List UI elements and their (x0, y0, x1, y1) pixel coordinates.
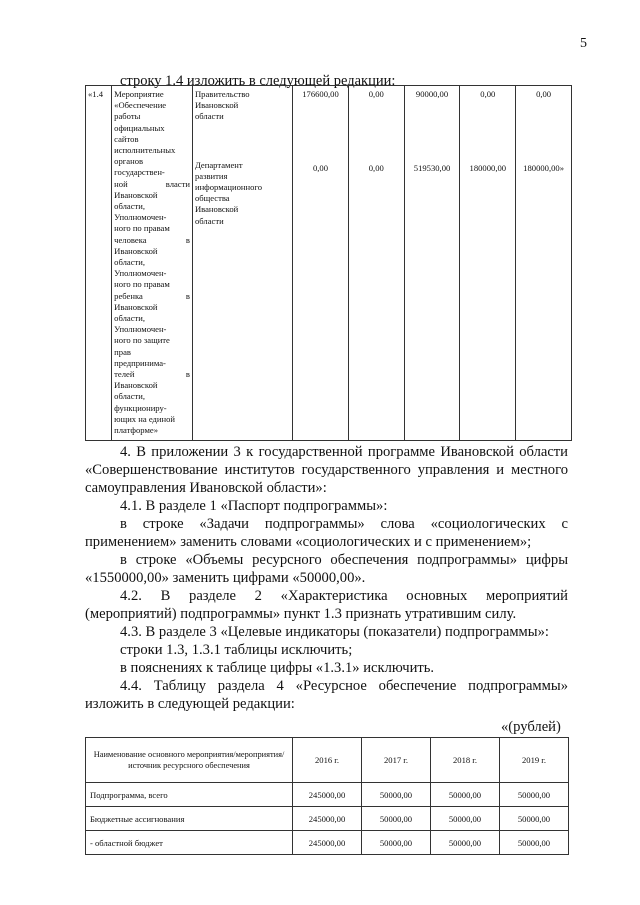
executor-text-line: развития (194, 170, 228, 181)
row-value: 245000,00 (293, 831, 362, 855)
measure-text-line: области, (114, 391, 146, 402)
row-value: 50000,00 (362, 831, 431, 855)
row-value: 50000,00 (500, 807, 569, 831)
executor-text-line: Ивановской (194, 204, 239, 215)
row-number-cell: «1.4 (86, 86, 112, 441)
measure-text-line: области, (114, 257, 146, 268)
paragraph-4-1: 4.1. В разделе 1 «Паспорт подпрограммы»: (120, 498, 388, 514)
measure-text-line: «Обеспечение (114, 100, 167, 111)
header-year-2016: 2016 г. (293, 738, 362, 783)
measure-text-line: сайтов (114, 133, 139, 144)
header-year-2017: 2017 г. (362, 738, 431, 783)
table-row (86, 783, 569, 807)
executor-text-line: Ивановской (194, 100, 239, 111)
row-value: 50000,00 (362, 807, 431, 831)
executor-cell (192, 86, 292, 441)
row-value: 245000,00 (293, 783, 362, 807)
values-col-4: 0,00 180000,00 (460, 86, 516, 441)
measure-text-line: Уполномочен- (114, 268, 167, 279)
paragraph-notes-exclude: в пояснениях к таблице цифры «1.3.1» исключить. (120, 660, 435, 676)
values-col-1: 176600,00 0,00 (293, 86, 349, 441)
measure-text-line: работы (114, 111, 141, 122)
intro-line: строку 1.4 изложить в следующей редакции: (120, 73, 396, 89)
measure-text-line: Ивановской (114, 301, 158, 312)
row-name: Бюджетные ассигнования (86, 807, 293, 831)
measure-text-line: Уполномочен- (114, 212, 167, 223)
measure-text-line: Ивановской (114, 189, 158, 200)
measure-text-line: официальных (114, 122, 165, 133)
row-value: 50000,00 (431, 783, 500, 807)
header-year-2019: 2019 г. (500, 738, 569, 783)
executor-text-line: общества (194, 193, 230, 204)
page-number: 5 (580, 36, 587, 51)
measure-text-line: ного по защите (114, 335, 170, 346)
executor-text-line: области (194, 111, 224, 122)
row-name: - областной бюджет (86, 831, 293, 855)
paragraph-rows-exclude: строки 1.3, 1.3.1 таблицы исключить; (120, 642, 353, 658)
measure-text-line: телей в (114, 369, 190, 380)
paragraph-4-3: 4.3. В разделе 3 «Целевые индикаторы (показатели) подпрограммы»: (120, 624, 549, 640)
paragraph-tasks: в строке «Задачи подпрограммы» слова «социологических с применением» заменить словами «социологических и с применением»; (85, 516, 568, 550)
values-col-2: 0,00 0,00 (348, 86, 404, 441)
paragraph-4-2: 4.2. В разделе 2 «Характеристика основных мероприятий (мероприятий) подпрограммы» пункт 1.3 признать утратившим силу. (85, 588, 568, 622)
program-table-row-1-4 (85, 85, 572, 441)
measure-text-line: органов (114, 156, 144, 167)
header-year-2018: 2018 г. (431, 738, 500, 783)
measure-text-line: Ивановской (114, 380, 158, 391)
measure-text-line: Мероприятие (114, 89, 164, 99)
measure-cell (112, 86, 193, 441)
measure-text-line: исполнительных (114, 145, 176, 156)
executor-text-line: Департамент (194, 159, 243, 170)
measure-text-line: прав (114, 346, 131, 357)
row-value: 50000,00 (500, 783, 569, 807)
row-value: 50000,00 (500, 831, 569, 855)
executor-text-line: информационного (194, 182, 262, 193)
resource-table (85, 737, 569, 855)
executor-text-line: области (194, 215, 224, 226)
row-value: 50000,00 (431, 831, 500, 855)
measure-text-line: ной власти (114, 178, 190, 189)
measure-text-line: Ивановской (114, 245, 158, 256)
executor-text-line: Правительство (194, 89, 250, 99)
measure-text-line: человека в (114, 234, 190, 245)
paragraph-volumes: в строке «Объемы ресурсного обеспечения подпрограммы» цифры «1550000,00» заменить цифрами «50000,00». (85, 552, 568, 586)
row-value: 50000,00 (362, 783, 431, 807)
measure-text-line: области, (114, 313, 146, 324)
table-row (86, 807, 569, 831)
paragraph-4-4: 4.4. Таблицу раздела 4 «Ресурсное обеспечение подпрограммы» изложить в следующей редакции: (85, 678, 568, 712)
values-col-3: 90000,00 519530,00 (404, 86, 460, 441)
measure-text-line: функциониру- (114, 402, 167, 413)
measure-text-line: предпринима- (114, 357, 166, 368)
paragraph-4: 4. В приложении 3 к государственной программе Ивановской области «Совершенствование институтов государственного управления и местного самоуправления Ивановской области»: (85, 444, 568, 496)
measure-text-line: области, (114, 201, 146, 212)
measure-text-line: государствен- (114, 167, 165, 178)
measure-text-line: ющих на единой (114, 413, 175, 424)
row-name: Подпрограмма, всего (86, 783, 293, 807)
header-name-cell: Наименование основного мероприятия/мероприятия/источник ресурсного обеспечения (86, 738, 293, 783)
body-text (85, 443, 568, 713)
table-header-row (86, 738, 569, 783)
measure-text-line: платформе» (114, 425, 158, 436)
measure-text-line: ного по правам (114, 223, 170, 234)
measure-text-line: ребенка в (114, 290, 190, 301)
row-value: 245000,00 (293, 807, 362, 831)
currency-unit: «(рублей) (501, 719, 561, 735)
row-value: 50000,00 (431, 807, 500, 831)
measure-text-line: Уполномочен- (114, 324, 167, 335)
values-col-5: 0,00 180000,00» (516, 86, 572, 441)
measure-text-line: ного по правам (114, 279, 170, 290)
table-row (86, 831, 569, 855)
